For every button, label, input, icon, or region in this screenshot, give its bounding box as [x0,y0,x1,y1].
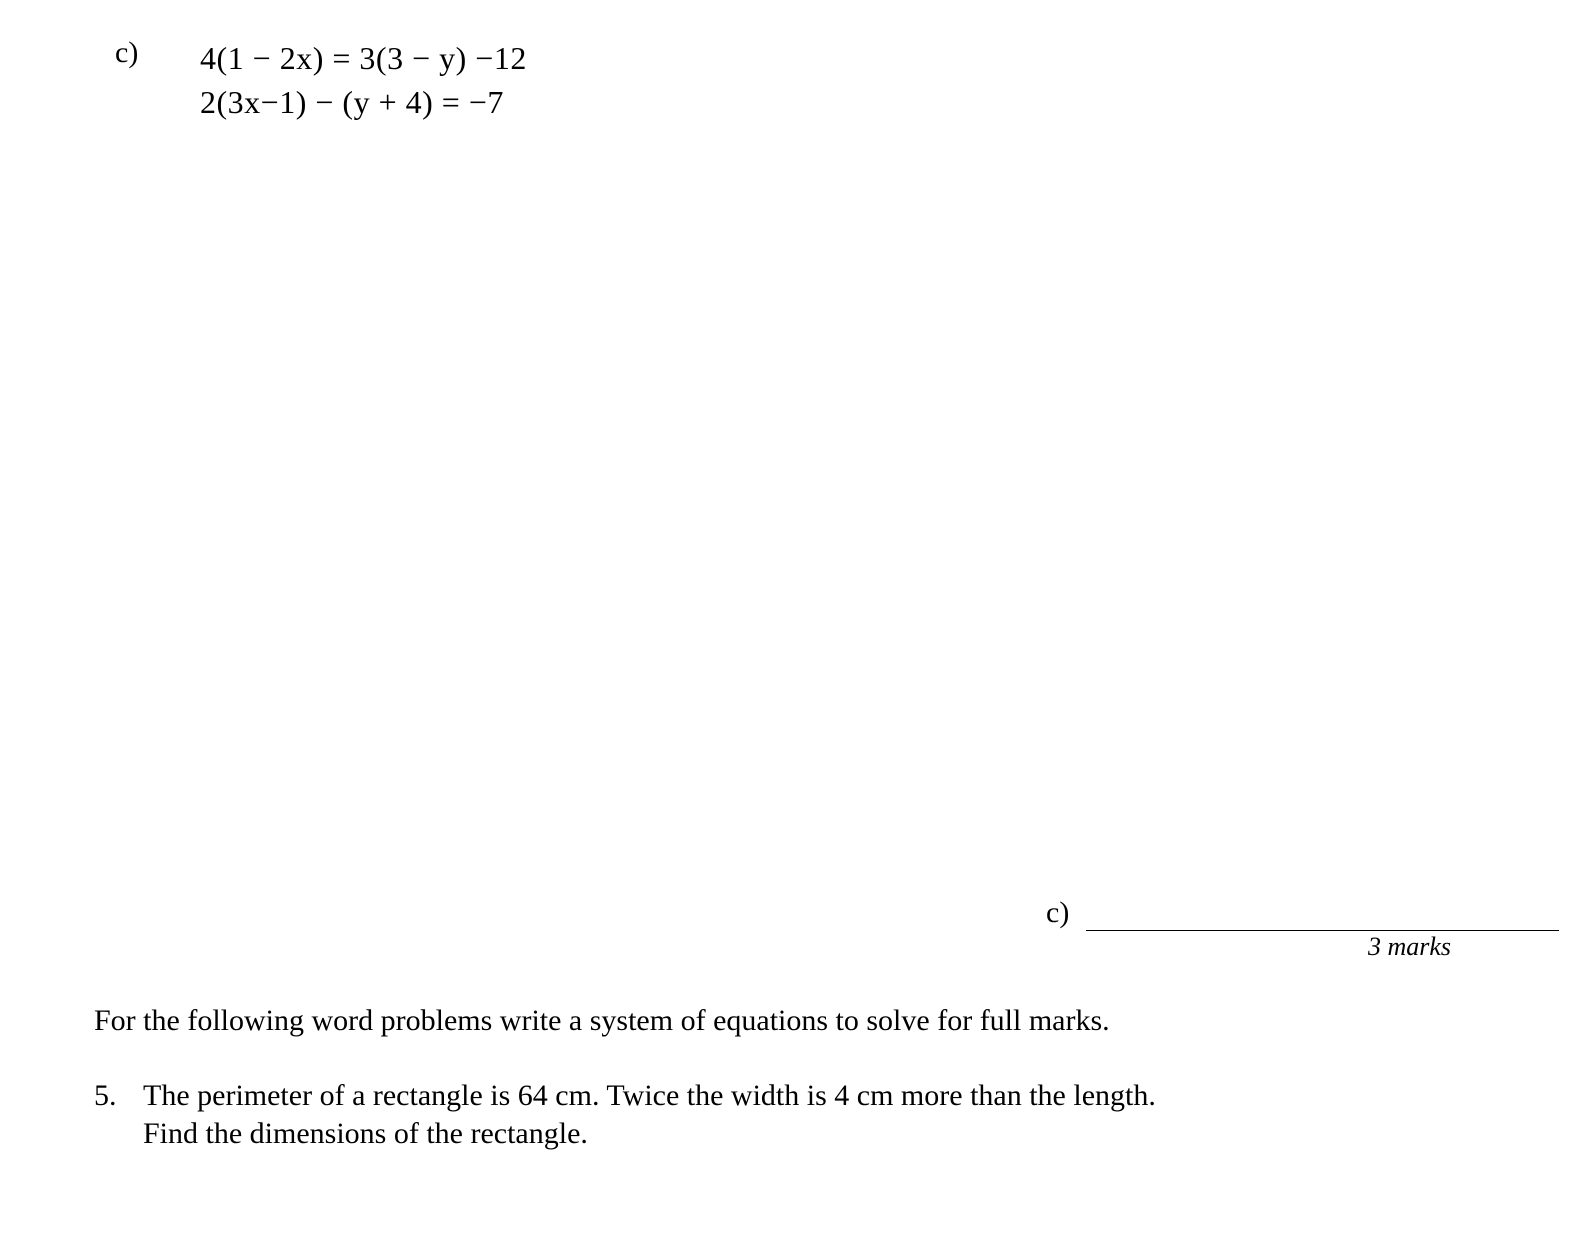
question-5-line-1: The perimeter of a rectangle is 64 cm. Twice the width is 4 cm more than the length. [143,1079,1156,1112]
answer-blank-line[interactable] [1086,930,1559,931]
equation-2: 2(3x−1) − (y + 4) = −7 [200,84,504,120]
instructions-text: For the following word problems write a system of equations to solve for full marks. [94,1004,1110,1037]
marks-label: 3 marks [1368,932,1452,961]
question-5-line-2: Find the dimensions of the rectangle. [143,1117,588,1150]
answer-label: c) [1046,896,1070,929]
equation-1: 4(1 − 2x) = 3(3 − y) −12 [200,40,527,76]
question-5-number: 5. [94,1079,117,1112]
problem-c-label: c) [115,36,139,69]
